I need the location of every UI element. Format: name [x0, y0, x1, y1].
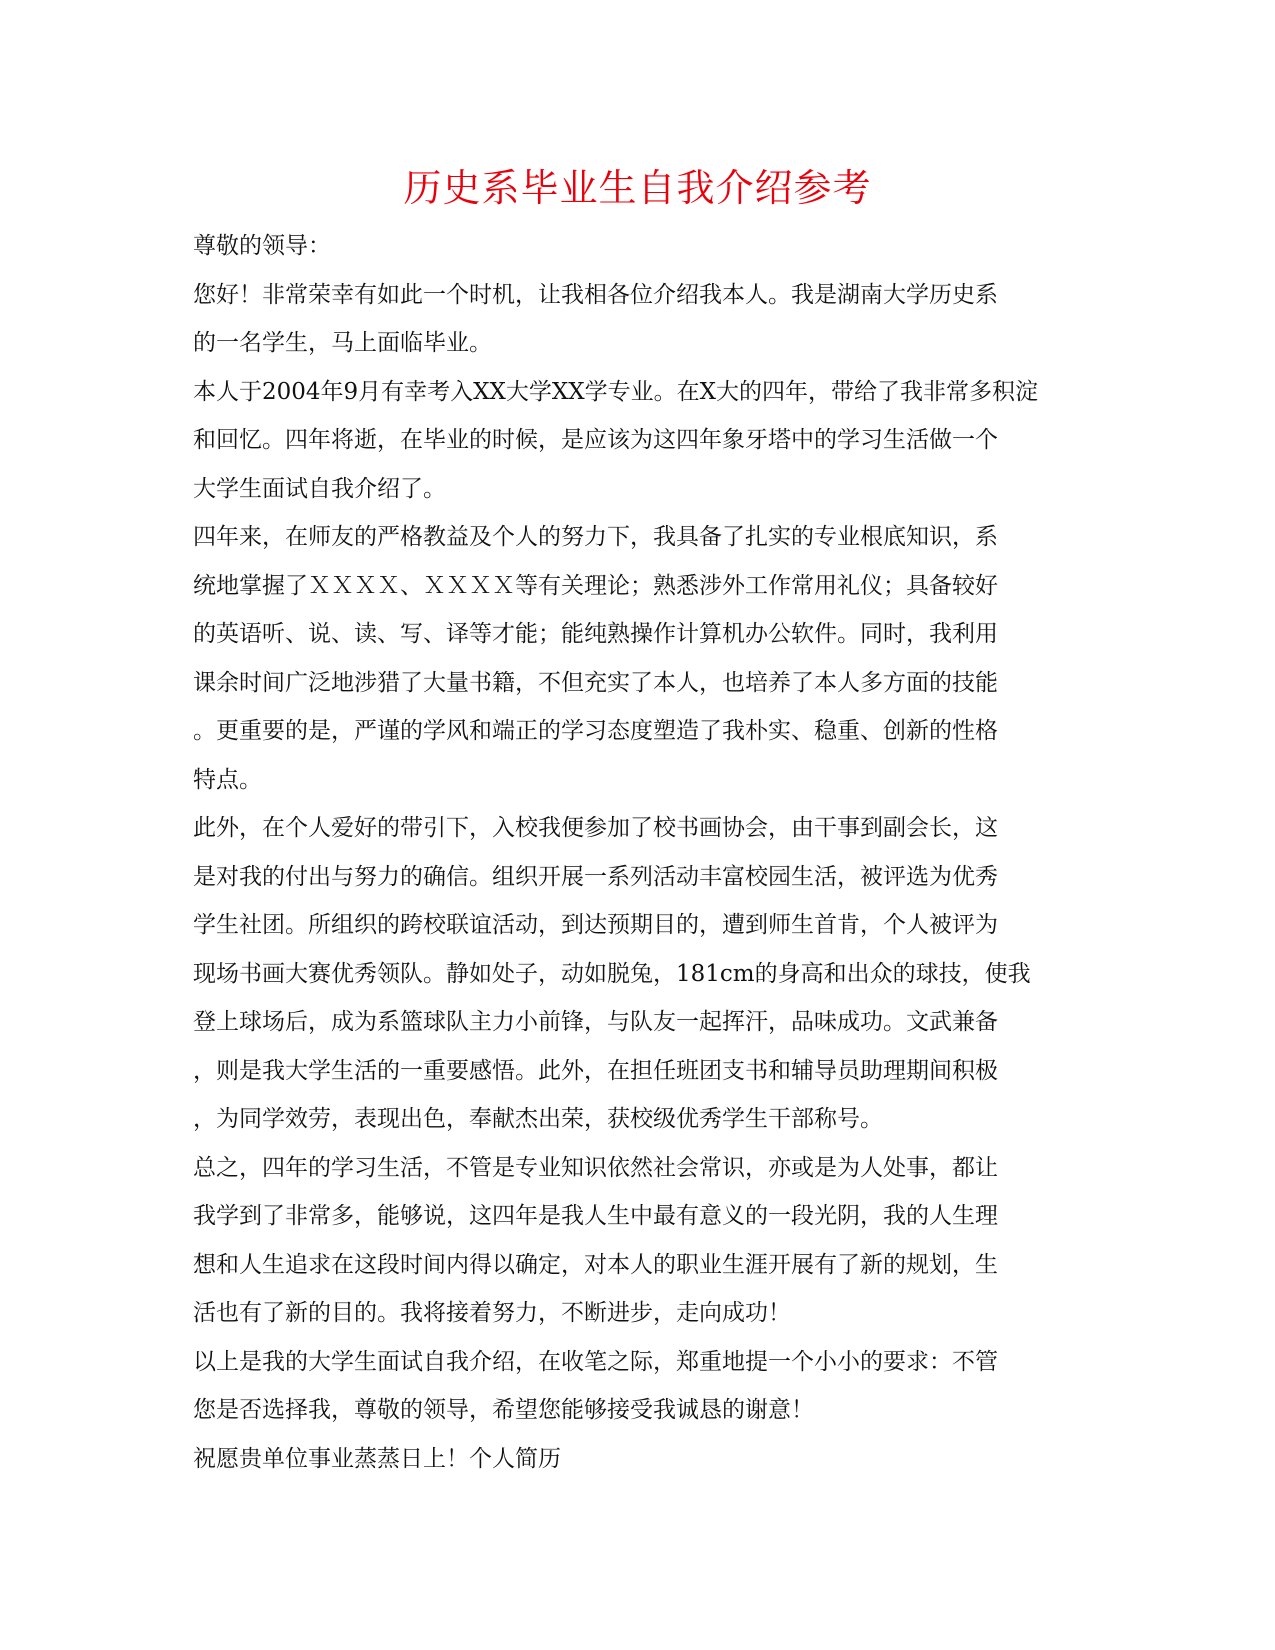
text-line: 活也有了新的目的。我将接着努力，不断进步，走向成功！ [193, 1300, 791, 1326]
text-line: 现场书画大赛优秀领队。静如处子，动如脱兔，181cm的身高和出众的球技，使我 [193, 960, 1031, 987]
text-line: 本人于2004年9月有幸考入XX大学XX学专业。在X大的四年，带给了我非常多积淀 [193, 378, 1039, 405]
document-title: 历史系毕业生自我介绍参考 [403, 166, 872, 210]
text-line: 四年来，在师友的严格教益及个人的努力下，我具备了扎实的专业根底知识，系 [193, 524, 998, 550]
text-line: 祝愿贵单位事业蒸蒸日上！个人简历 [193, 1445, 561, 1472]
text-line: 以上是我的大学生面试自我介绍，在收笔之际，郑重地提一个小小的要求：不管 [193, 1348, 998, 1375]
text-line: ，则是我大学生活的一重要感悟。此外，在担任班团支书和辅导员助理期间积极 [193, 1057, 998, 1084]
text-line: 您是否选择我，尊敬的领导，希望您能够接受我诚恳的谢意！ [193, 1397, 814, 1423]
document-body [193, 222, 1083, 1483]
text-line: 您好！非常荣幸有如此一个时机，让我相各位介绍我本人。我是湖南大学历史系 [193, 281, 998, 308]
text-line: 大学生面试自我介绍了。 [193, 475, 446, 502]
text-line: 学生社团。所组织的跨校联谊活动，到达预期目的，遭到师生首肯，个人被评为 [193, 912, 998, 938]
text-line: 想和人生追求在这段时间内得以确定，对本人的职业生涯开展有了新的规划，生 [193, 1251, 998, 1278]
text-line: 特点。 [193, 766, 262, 793]
text-line: 总之，四年的学习生活，不管是专业知识依然社会常识，亦或是为人处事，都让 [193, 1154, 998, 1181]
text-line: 统地掌握了ＸＸＸＸ、ＸＸＸＸ等有关理论；熟悉涉外工作常用礼仪；具备较好 [193, 572, 998, 599]
text-line: 课余时间广泛地涉猎了大量书籍，不但充实了本人，也培养了本人多方面的技能 [193, 669, 998, 696]
text-line: 和回忆。四年将逝，在毕业的时候，是应该为这四年象牙塔中的学习生活做一个 [193, 427, 998, 453]
text-line: 的英语听、说、读、写、译等才能；能纯熟操作计算机办公软件。同时，我利用 [193, 621, 998, 647]
text-line: 尊敬的领导： [193, 233, 331, 259]
text-line: 是对我的付出与努力的确信。组织开展一系列活动丰富校园生活，被评选为优秀 [193, 863, 998, 890]
text-line: 我学到了非常多，能够说，这四年是我人生中最有意义的一段光阴，我的人生理 [193, 1203, 998, 1229]
text-line: ，为同学效劳，表现出色，奉献杰出荣，获校级优秀学生干部称号。 [193, 1106, 883, 1132]
text-line: 此外，在个人爱好的带引下，入校我便参加了校书画协会，由干事到副会长，这 [193, 815, 998, 841]
text-line: 。更重要的是，严谨的学风和端正的学习态度塑造了我朴实、稳重、创新的性格 [193, 718, 998, 744]
text-line: 的一名学生，马上面临毕业。 [193, 330, 492, 356]
text-line: 登上球场后，成为系篮球队主力小前锋，与队友一起挥汗，品味成功。文武兼备 [193, 1009, 998, 1035]
